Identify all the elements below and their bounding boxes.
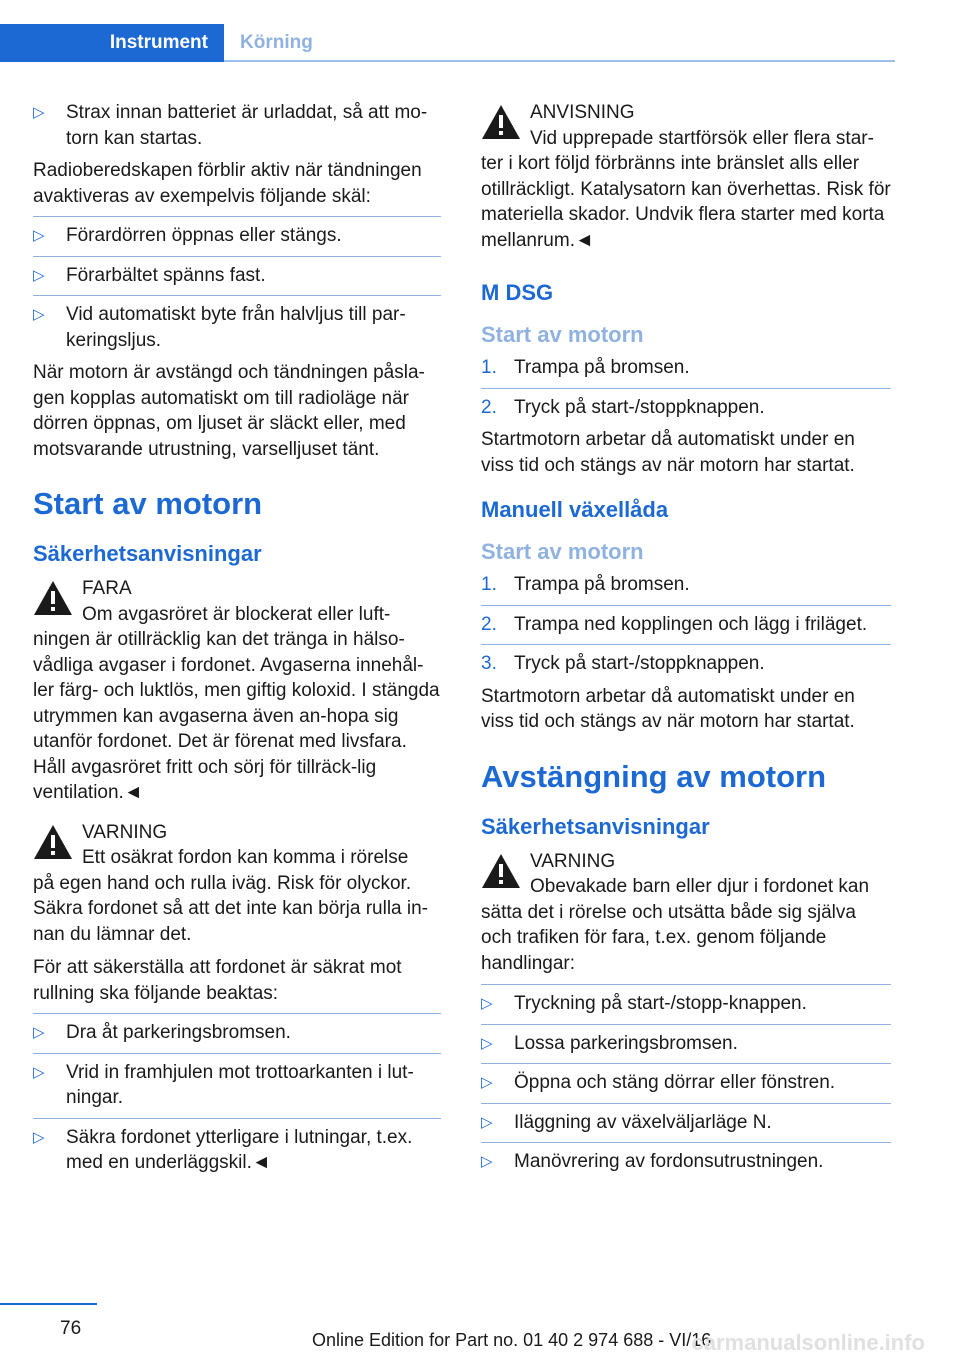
paragraph: Startmotorn arbetar då automatiskt under en viss tid och stängs av när motorn har startat.: [481, 685, 855, 732]
warning-block: [33, 820, 441, 948]
list-item: ▷ Manövrering av fordonsutrustningen.: [481, 1142, 891, 1175]
bullet-icon: ▷: [481, 995, 493, 1012]
list-item: 1. Trampa på bromsen.: [481, 572, 891, 598]
paragraph: När motorn är avstängd och tändningen påsla‐gen kopplas automatiskt om till radioläge när dörren öppnas, om ljuset är släckt eller, med motsvarande utrustning, varselljuset tänt.: [33, 362, 425, 460]
warning-block: [481, 849, 891, 977]
step-number: 2.: [481, 613, 497, 635]
step-number: 1.: [481, 357, 497, 378]
list-item: ▷ Vid automatiskt byte från halvljus till par‐keringsljus.: [33, 295, 441, 353]
section-heading: Start av motorn: [33, 486, 263, 521]
warning-triangle-icon: [481, 104, 521, 140]
warning-triangle-icon: [481, 853, 521, 889]
warning-block: [481, 100, 891, 253]
subsection-heading: Manuell växellåda: [481, 497, 669, 522]
warning-text: Om avgasröret är blockerat eller luft‐: [82, 603, 391, 625]
subsection-heading: Säkerhetsanvisningar: [481, 813, 710, 839]
tab-divider: [224, 60, 895, 62]
list-item: ▷ Öppna och stäng dörrar eller fönstren.: [481, 1063, 891, 1096]
section-heading: Avstängning av motorn: [481, 758, 827, 794]
footer-rule: [0, 1303, 97, 1305]
right-column: [481, 100, 891, 1182]
chapter-tabs: [0, 24, 895, 62]
bullet-icon: ▷: [481, 1153, 493, 1170]
warning-title: VARNING: [82, 821, 168, 843]
bullet-icon: ▷: [33, 306, 45, 323]
list-item: 1. Trampa på bromsen.: [481, 355, 891, 381]
list-item: 2. Trampa ned kopplingen och lägg i friläget.: [481, 605, 891, 638]
bullet-icon: ▷: [33, 1128, 45, 1146]
tab-instrument[interactable]: Instrument: [0, 24, 224, 62]
bullet-icon: ▷: [33, 1024, 45, 1041]
list-item: ▷ Vrid in framhjulen mot trottoarkanten i lut‐ningar.: [33, 1053, 441, 1111]
warning-text: ter i kort följd förbränns inte bränslet alls eller otillräckligt. Katalysatorn kan överhettas. Risk för materiella skador. Undvik flera starter med korta mellanrum.◄: [481, 153, 891, 251]
list-item: ▷ Strax innan batteriet är urladdat, så att mo‐torn kan startas.: [33, 102, 428, 149]
bullet-icon: ▷: [481, 1034, 493, 1052]
warning-triangle-icon: [33, 824, 73, 860]
paragraph: Radioberedskapen förblir aktiv när tändningen avaktiveras av exempelvis följande skäl:: [33, 160, 422, 207]
page-number: 76: [60, 1318, 82, 1339]
list-item: ▷ Förarbältet spänns fast.: [33, 256, 441, 289]
subsection-heading: Säkerhetsanvisningar: [33, 541, 262, 566]
list-item: ▷ Iläggning av växelväljarläge N.: [481, 1103, 891, 1136]
minor-heading: Start av motorn: [481, 322, 644, 347]
warning-text: Vid upprepade startförsök eller flera star‐: [530, 127, 874, 149]
bullet-icon: ▷: [481, 1113, 493, 1131]
warning-title: FARA: [82, 578, 132, 599]
list-item: ▷ Lossa parkeringsbromsen.: [481, 1024, 891, 1057]
list-item: ▷ Förardörren öppnas eller stängs.: [33, 216, 441, 249]
warning-text: på egen hand och rulla iväg. Risk för olyckor. Säkra fordonet så att det inte kan börja rulla in‐nan du lämnar det.: [33, 872, 429, 945]
left-column: [33, 100, 441, 1183]
subsection-heading: M DSG: [481, 280, 554, 305]
warning-text: ningen är otillräcklig kan det tränga in hälso‐vådliga avgaser i fordonet. Avgaserna innehål‐ler färg- och luktlös, men giftig koloxid. I stängda utrymmen kan avgaserna även an‐hopa sig utanför fordonet. Det är förenat med livsfara. Håll avgasröret fritt och sörj för tillräck‐lig ventilation.◄: [33, 629, 440, 803]
list-item: 2. Tryck på start-/stoppknappen.: [481, 388, 891, 421]
warning-text: Obevakade barn eller djur i fordonet kan: [530, 876, 870, 897]
minor-heading: Start av motorn: [481, 539, 644, 564]
warning-triangle-icon: [33, 580, 73, 616]
bullet-icon: ▷: [33, 104, 45, 121]
warning-title: ANVISNING: [530, 102, 635, 123]
step-number: 1.: [481, 574, 497, 595]
paragraph: För att säkerställa att fordonet är säkrat mot rullning ska följande beaktas:: [33, 957, 402, 1004]
bullet-icon: ▷: [481, 1074, 493, 1091]
warning-block: [33, 576, 441, 806]
step-number: 2.: [481, 396, 497, 418]
paragraph: Startmotorn arbetar då automatiskt under en viss tid och stängs av när motorn har startat.: [481, 429, 855, 476]
bullet-icon: ▷: [33, 266, 45, 284]
watermark: carmanualsonline.info: [691, 1330, 925, 1355]
warning-text: sätta det i rörelse och utsätta både sig själva och trafiken för fara, t.ex. genom följande handlingar:: [481, 901, 856, 974]
list-item: ▷ Säkra fordonet ytterligare i lutningar, t.ex. med en underläggskil.◄: [33, 1118, 441, 1176]
list-item: ▷ Dra åt parkeringsbromsen.: [33, 1013, 441, 1046]
edition-note: Online Edition for Part no. 01 40 2 974 688 - VI/16: [312, 1330, 712, 1350]
list-item: 3. Tryck på start-/stoppknappen.: [481, 644, 891, 677]
warning-text: Ett osäkrat fordon kan komma i rörelse: [82, 847, 409, 868]
step-number: 3.: [481, 653, 497, 674]
bullet-icon: ▷: [33, 227, 45, 244]
list-item: ▷ Tryckning på start-/stopp-knappen.: [481, 984, 891, 1017]
warning-title: VARNING: [530, 850, 616, 872]
tab-korning[interactable]: Körning: [240, 32, 313, 53]
bullet-icon: ▷: [33, 1063, 45, 1081]
